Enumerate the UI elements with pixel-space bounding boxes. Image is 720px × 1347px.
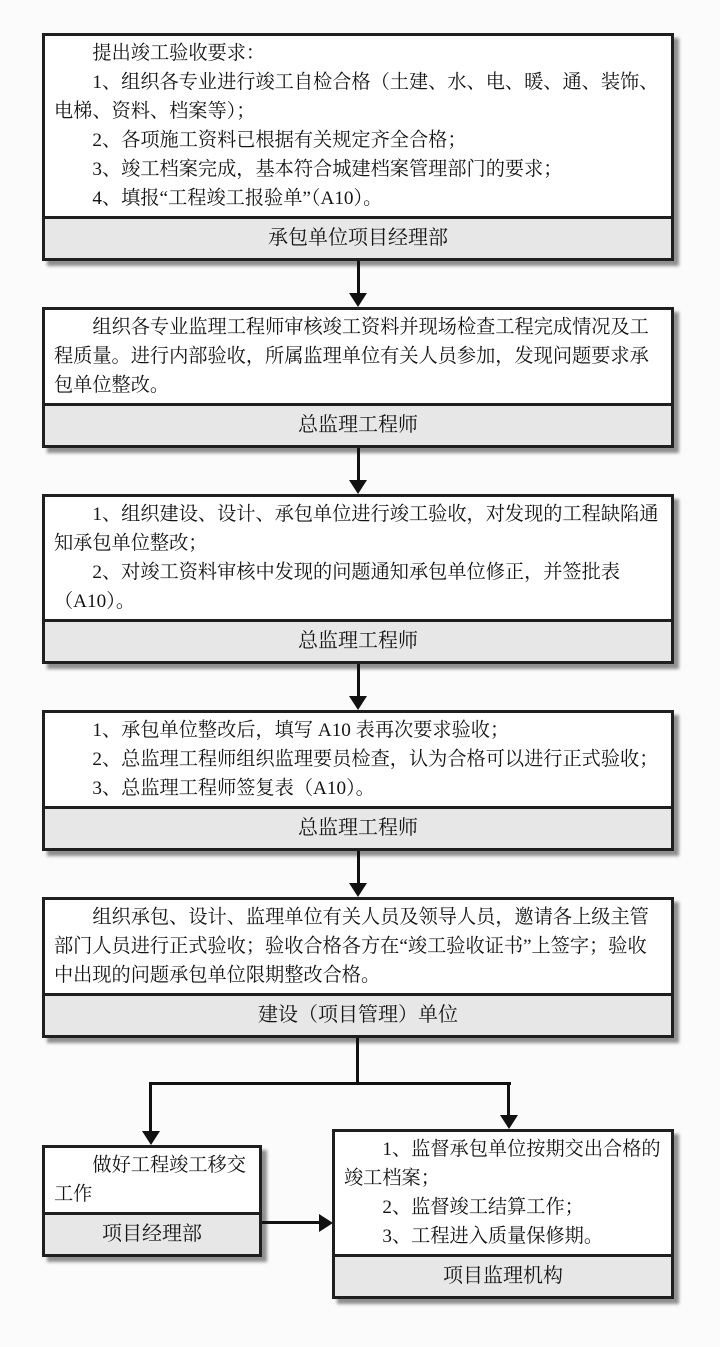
box-content (335, 1132, 671, 1254)
arrowhead-down-icon (142, 1131, 160, 1145)
arrowhead-down-icon (349, 883, 367, 897)
flow-box-handover (42, 1145, 262, 1257)
flow-stack (42, 33, 674, 1332)
box-paragraph: 3、工程进入质量保修期。 (382, 1226, 604, 1247)
arrowhead-right-icon (319, 1214, 333, 1232)
owner-label: 承包单位项目经理部 (45, 216, 671, 258)
flow-box-supervisor-review (42, 307, 674, 448)
box-paragraph: 做好工程竣工移交工作 (54, 1155, 246, 1205)
flow-box-supervision-duties (332, 1129, 674, 1299)
owner-label: 项目监理机构 (335, 1254, 671, 1296)
box-paragraph: 1、组织建设、设计、承包单位进行竣工验收，对发现的工程缺陷通知承包单位整改； (54, 504, 659, 554)
box-paragraph: 4、填报“工程竣工报验单”（A10）。 (92, 188, 383, 209)
box-paragraph: 组织各专业监理工程师审核竣工资料并现场检查工程完成情况及工程质量。进行内部验收，所属监理单位有关人员参加，发现问题要求承包单位整改。 (54, 317, 649, 396)
arrowhead-down-icon (349, 480, 367, 494)
flow-arrow-down-3 (42, 664, 674, 710)
box-paragraph: 2、总监理工程师组织监理要员检查，认为合格可以进行正式验收； (92, 749, 659, 770)
flow-box-formal-acceptance (42, 897, 674, 1038)
owner-label: 项目经理部 (45, 1212, 259, 1254)
arrow-line (357, 851, 360, 884)
arrow-line (357, 664, 360, 697)
connector-left-drop-line (149, 1082, 152, 1131)
connector-right-drop-line (507, 1082, 510, 1115)
arrowhead-down-icon (349, 293, 367, 307)
box-paragraph: 组织承包、设计、监理单位有关人员及领导人员，邀请各上级主管部门人员进行正式验收；验收合格各方在“竣工验收证书”上签字；验收中出现的问题承包单位限期整改合格。 (54, 907, 649, 986)
flow-arrow-down-2 (42, 448, 674, 494)
flow-box-preliminary-acceptance (42, 494, 674, 664)
flow-arrow-down-1 (42, 261, 674, 307)
box-content (45, 497, 671, 619)
connector-horizontal-line (262, 1221, 319, 1224)
branch-zone (42, 1038, 674, 1332)
box-paragraph: 3、竣工档案完成，基本符合城建档案管理部门的要求； (92, 159, 563, 180)
owner-label: 总监理工程师 (45, 619, 671, 661)
flow-box-contractor-request (42, 33, 674, 261)
box-content (45, 900, 671, 993)
box-paragraph: 2、各项施工资料已根据有关规定齐全合格； (92, 130, 467, 151)
arrowhead-down-icon (349, 696, 367, 710)
arrowhead-down-icon (500, 1115, 518, 1129)
owner-label: 总监理工程师 (45, 403, 671, 445)
flow-arrow-down-4 (42, 851, 674, 897)
box-paragraph: 1、承包单位整改后，填写 A10 表再次要求验收； (92, 720, 510, 741)
flow-box-re-acceptance (42, 710, 674, 851)
owner-label: 总监理工程师 (45, 806, 671, 848)
connector-crossbar-line (149, 1082, 511, 1085)
box-content (45, 1148, 259, 1212)
arrow-line (357, 261, 360, 294)
box-content (45, 36, 671, 216)
arrow-line (357, 448, 360, 481)
box-paragraph: 3、总监理工程师签复表（A10）。 (92, 778, 375, 799)
box-paragraph: 提出竣工验收要求： (92, 43, 266, 64)
box-content (45, 713, 671, 806)
box-paragraph: 1、组织各专业进行竣工自检合格（土建、水、电、暖、通、装饰、电梯、资料、档案等）； (54, 72, 659, 122)
box-content (45, 310, 671, 403)
box-paragraph: 2、监督竣工结算工作； (382, 1197, 584, 1218)
connector-stem-line (356, 1038, 359, 1082)
owner-label: 建设（项目管理）单位 (45, 993, 671, 1035)
box-paragraph: 1、监督承包单位按期交出合格的竣工档案； (344, 1139, 661, 1189)
box-paragraph: 2、对竣工资料审核中发现的问题通知承包单位修正，并签批表（A10）。 (54, 562, 621, 612)
